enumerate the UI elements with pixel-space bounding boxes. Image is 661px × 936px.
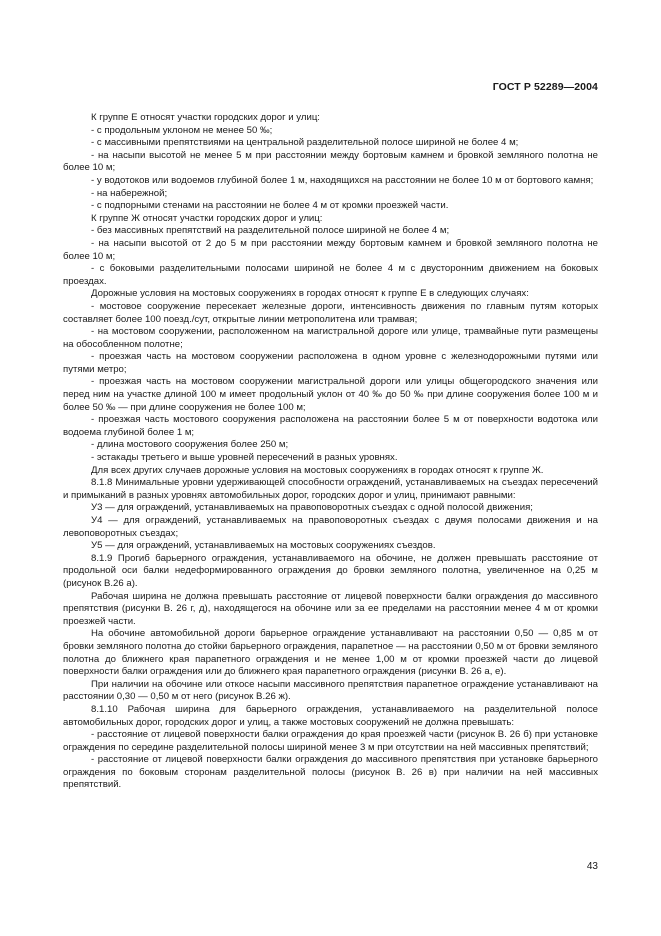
paragraph: - с массивными препятствиями на центральной разделительной полосе шириной не более 4 м; [91, 137, 519, 149]
paragraph: У4 — для ограждений, устанавливаемых на правоповоротных съездах с двумя полосами движения и на левоповоротных съездах; [63, 515, 598, 539]
paragraph: - проезжая часть мостового сооружения расположена на расстоянии более 5 м от поверхности водотока или водоема глубиной более 1 м; [63, 414, 598, 438]
paragraph: - на насыпи высотой не менее 5 м при расстоянии между бортовым камнем и бровкой земляного полотна не более 10 м; [63, 149, 598, 174]
paragraph: - на насыпи высотой от 2 до 5 м при расстоянии между бортовым камнем и бровкой земляного полотна не более 10 м; [63, 237, 598, 262]
paragraph: - проезжая часть на мостовом сооружении расположена в одном уровне с железнодорожными путями или путями метро; [63, 351, 598, 375]
paragraph: - на мостовом сооружении, расположенном на магистральной дороге или улице, трамвайные пути размещены на обособленном полотне; [63, 326, 598, 350]
paragraph: - на набережной; [91, 187, 168, 199]
paragraph: К группе Е относят участки городских дорог и улиц: [91, 112, 320, 123]
paragraph: Рабочая ширина не должна превышать расстояние от лицевой поверхности балки ограждения до массивного препятствия (рисунки В. 26 г, д), находящегося на обочине или за ее пределами на расстоянии менее 4 м от кромки проезжей части. [63, 590, 598, 627]
paragraph: При наличии на обочине или откосе насыпи массивного препятствия парапетное ограждение устанавливают на расстоянии 0,30 — 0,50 м от него (рисунок В.26 ж). [63, 678, 598, 703]
paragraph: У3 — для ограждений, устанавливаемых на правоповоротных съездах с одной полосой движения; [91, 502, 533, 514]
paragraph: 8.1.9 Прогиб барьерного ограждения, устанавливаемого на обочине, не должен превышать расстояние от продольной оси балки недеформированного ограждения до бровки земляного полотна, увеличенное на 0,25 м (рисунок В.26 а). [63, 552, 598, 589]
paragraph: - с подпорными стенами на расстоянии не более 4 м от кромки проезжей части. [91, 200, 449, 212]
page-number: 43 [586, 861, 598, 872]
document-id: ГОСТ Р 52289—2004 [492, 81, 598, 93]
paragraph: У5 — для ограждений, устанавливаемых на мостовых сооружениях съездов. [91, 540, 436, 552]
paragraph: - мостовое сооружение пересекает железные дороги, интенсивность движения по главным путям которых составляет более 100 поезд./сут, открытые линии метрополитена или трамвая; [63, 300, 598, 325]
paragraph: - у водотоков или водоемов глубиной более 1 м, находящихся на расстоянии не более 10 м от бортового камня; [91, 174, 594, 186]
paragraph: - расстояние от лицевой поверхности балки ограждения до массивного препятствия при установке барьерного ограждения по боковым сторонам разделительной полосы (рисунок В. 26 в) при наличии на ней массивных препятствий. [63, 754, 598, 791]
paragraph: - без массивных препятствий на разделительной полосе шириной не более 4 м; [91, 225, 450, 237]
paragraph: 8.1.10 Рабочая ширина для барьерного ограждения, устанавливаемого на разделительной полосе автомобильных дорог, городских дорог и улиц, а также мостовых сооружений не должна превышать: [63, 703, 598, 728]
document-body [63, 112, 598, 792]
paragraph: - расстояние от лицевой поверхности балки ограждения до края проезжей части (рисунок В. 26 б) при установке ограждения по середине разделительной полосы шириной менее 3 м при отсутствии на ней массивных препятствий; [63, 729, 598, 753]
paragraph: - с боковыми разделительными полосами шириной не более 4 м с двусторонним движением на боковых проездах. [63, 263, 598, 287]
paragraph: - длина мостового сооружения более 250 м; [91, 439, 289, 451]
paragraph: - с продольным уклоном не менее 50 ‰; [91, 124, 273, 136]
paragraph: На обочине автомобильной дороги барьерное ограждение устанавливают на расстоянии 0,50 — 0,85 м от бровки земляного полотна до стойки барьерного ограждения, парапетное — на расстоянии 0,50 м от бровки земляного полотна до ближнего края парапетного ограждения и не менее 1,00 м от кромки проезжей части до лицевой поверхности балки ограждения или до ближнего края парапетного ограждения (рисунки В. 26 а, е). [63, 628, 598, 678]
paragraph: Дорожные условия на мостовых сооружениях в городах относят к группе Е в следующих случаях: [91, 288, 529, 300]
paragraph: 8.1.8 Минимальные уровни удерживающей способности ограждений, устанавливаемых на съездах пересечений и примыканий в разных уровнях автомобильных дорог, городских дорог и улиц, принимают равными: [63, 477, 598, 501]
paragraph: К группе Ж относят участки городских дорог и улиц: [91, 212, 323, 224]
paragraph: - проезжая часть на мостовом сооружении магистральной дороги или улицы общегородского значения или перед ним на участке длиной 100 м имеет продольный уклон от 40 ‰ до 50 ‰ при длине сооружения более 100 м и более 50 ‰ — при длине сооружения не более 100 м; [63, 376, 598, 413]
paragraph: - эстакады третьего и выше уровней пересечений в разных уровнях. [91, 452, 398, 464]
paragraph: Для всех других случаев дорожные условия на мостовых сооружениях в городах относят к группе Ж. [91, 464, 544, 476]
